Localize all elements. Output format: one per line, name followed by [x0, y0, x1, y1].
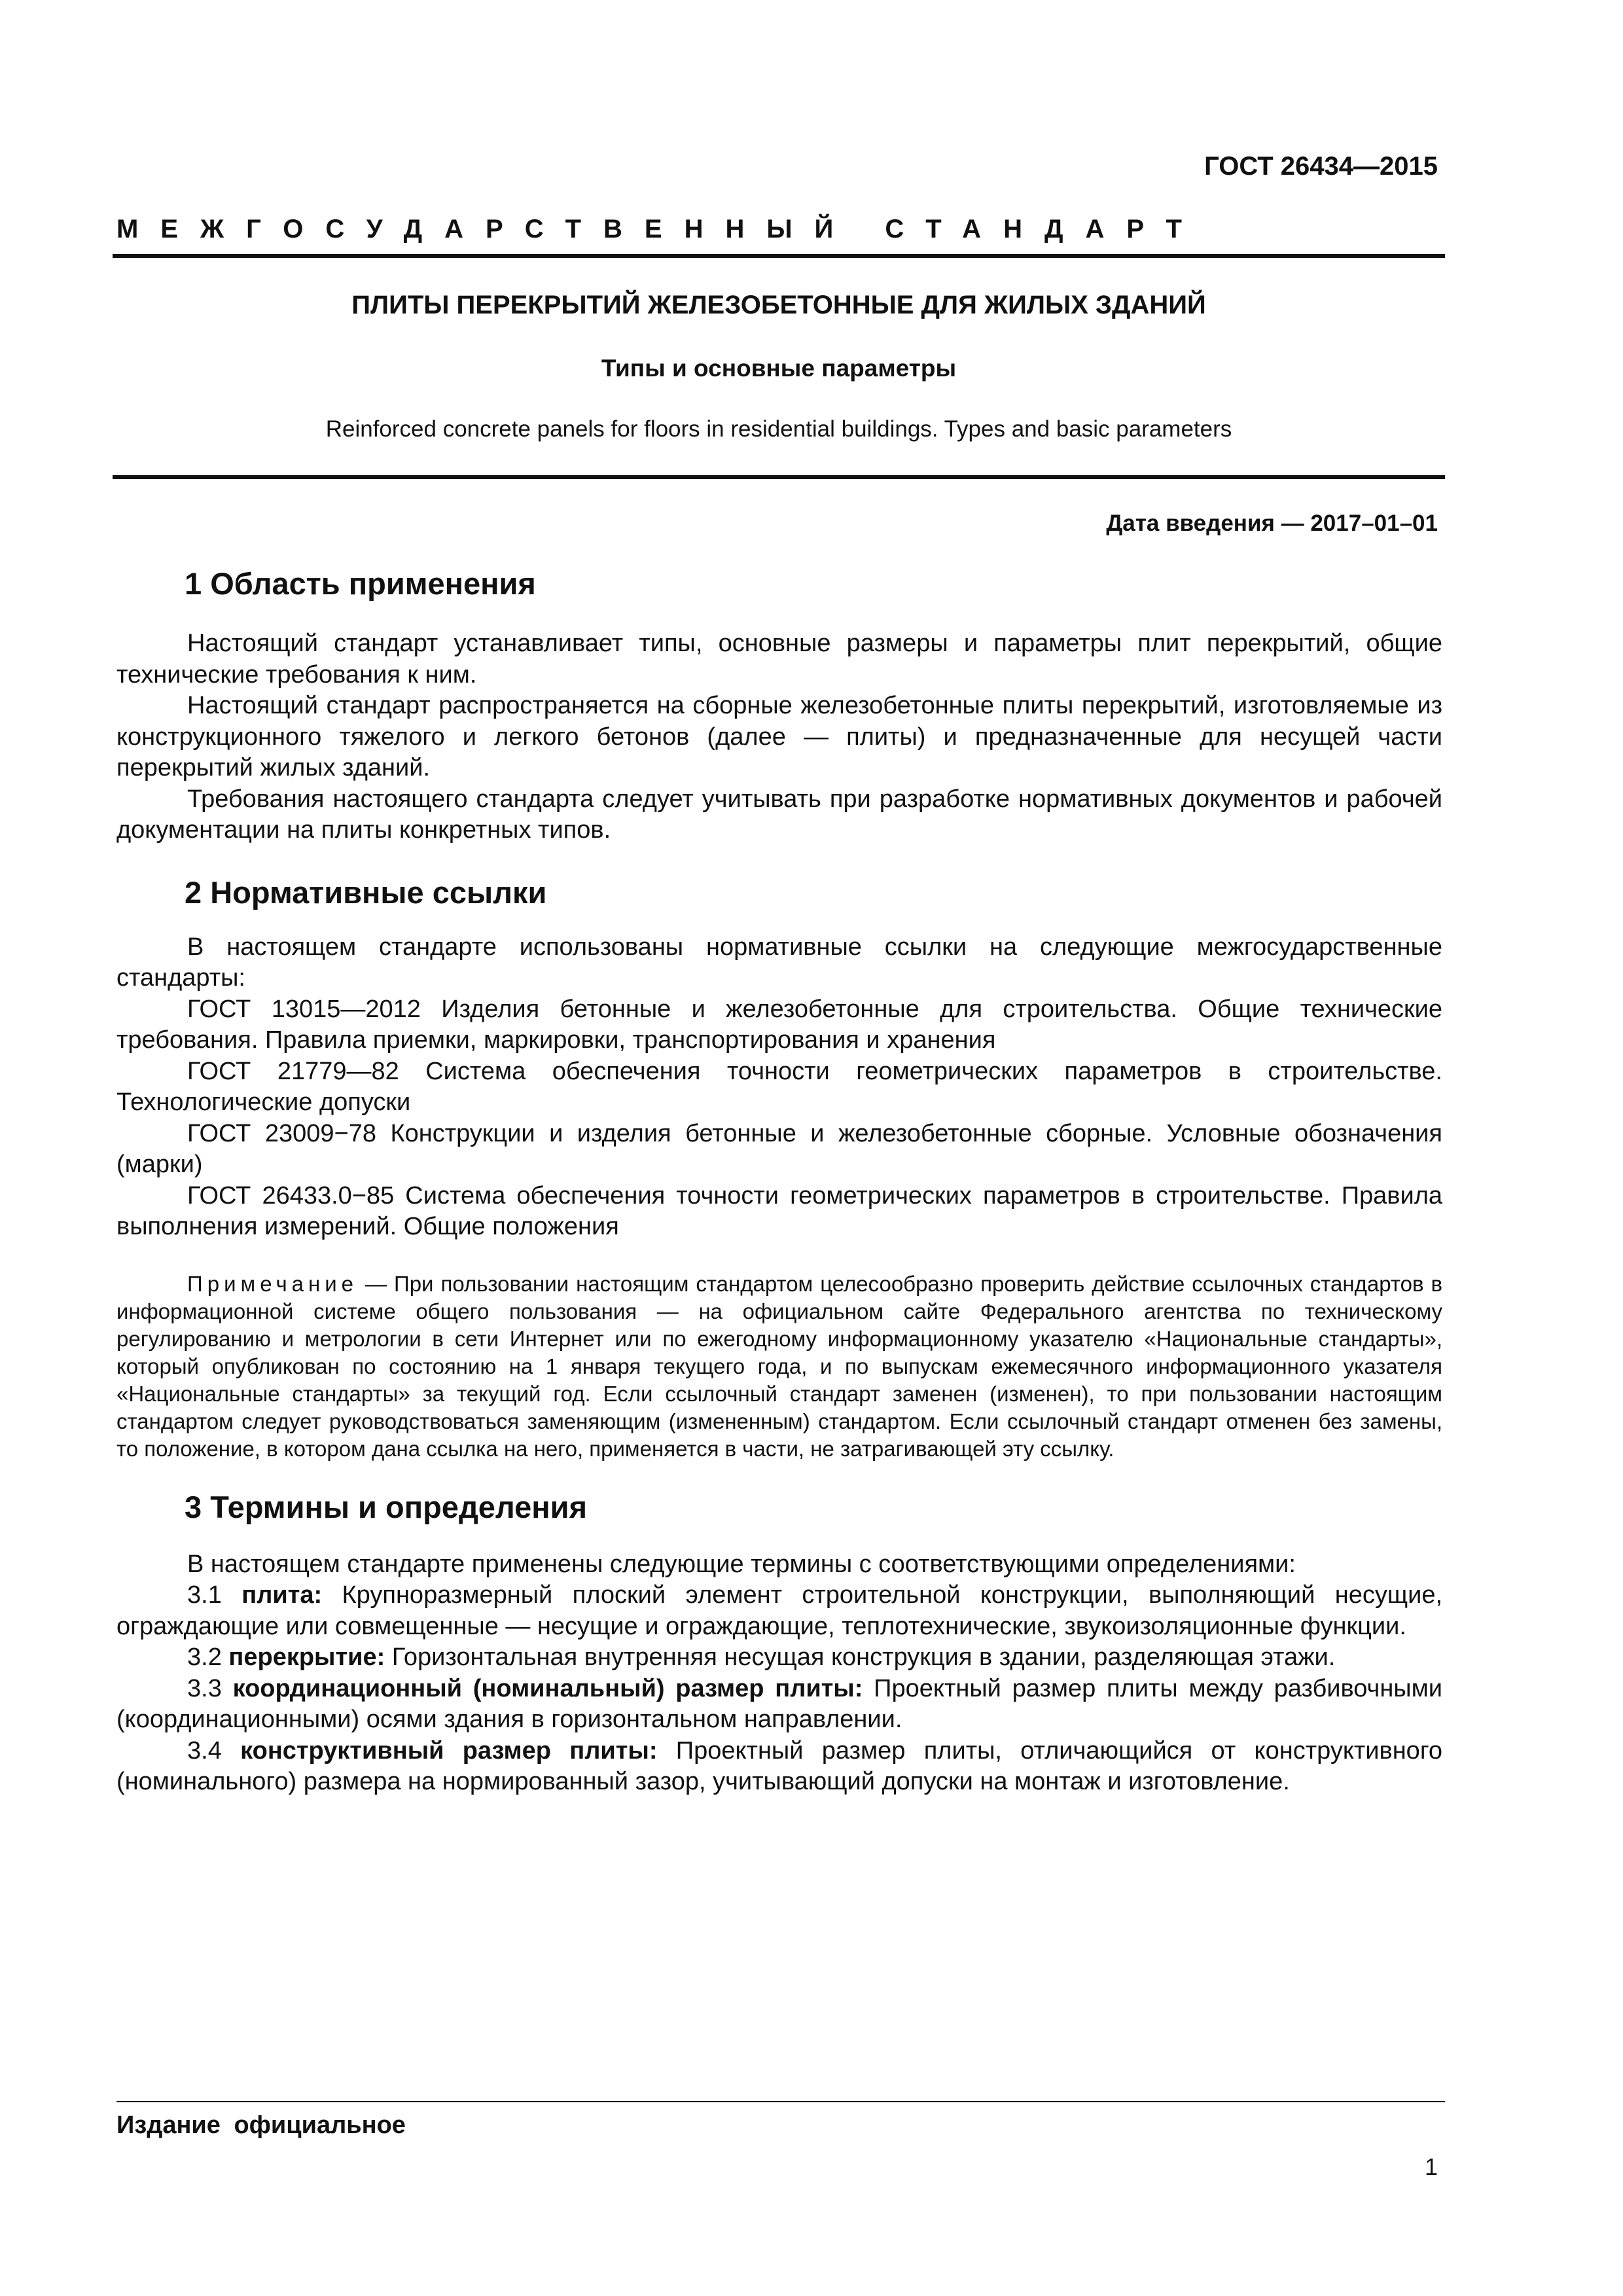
term-text: Горизонтальная внутренняя несущая конструкция в здании, разделяющая этажи.: [391, 1643, 1336, 1671]
term-text: Проектный размер плиты, отличающийся от конструктивного (номинального) размера на нормированный зазор, учитывающий допуски на монтаж и изготовление.: [116, 1736, 1442, 1795]
section-heading: 2 Нормативные ссылки: [185, 874, 547, 910]
term-number: 3.2: [187, 1643, 222, 1671]
paragraph: Настоящий стандарт устанавливает типы, основные размеры и параметры плит перекрытий, общие технические требования к ним.: [116, 630, 1442, 689]
term-name: координационный (номинальный) размер плиты:: [232, 1674, 863, 1702]
term-text: Проектный размер плиты между разбивочными (координационными) осями здания в горизонтальном направлении.: [116, 1674, 1442, 1733]
section-heading: 1 Область применения: [185, 566, 536, 601]
document-body: [116, 564, 1442, 1798]
paragraph: Требования настоящего стандарта следует учитывать при разработке нормативных документов и рабочей документации на плиты конкретных типов.: [116, 785, 1442, 844]
term-definition: [116, 1736, 1442, 1798]
edition-label: Издание официальное: [116, 2111, 406, 2139]
standard-banner: МЕЖГОСУДАРСТВЕННЫЙ СТАНДАРТ: [116, 215, 1204, 243]
term-definition: [116, 1580, 1442, 1642]
reference-item: ГОСТ 21779—82 Система обеспечения точности геометрических параметров в строительстве. Технологические допуски: [116, 1057, 1442, 1116]
term-name: конструктивный размер плиты:: [240, 1736, 658, 1765]
reference-item: ГОСТ 23009−78 Конструкции и изделия бетонные и железобетонные сборные. Условные обозначения (марки): [116, 1119, 1442, 1178]
paragraph: В настоящем стандарте использованы нормативные ссылки на следующие межгосударственные стандарты:: [116, 933, 1442, 992]
paragraph: Настоящий стандарт распространяется на сборные железобетонные плиты перекрытий, изготовляемые из конструкционного тяжелого и легкого бетонов (далее — плиты) и предназначенные для несущей части перекрытий жилых зданий.: [116, 692, 1442, 781]
note: [116, 1270, 1442, 1463]
banner-rule: [113, 254, 1445, 258]
term-name: перекрытие:: [228, 1643, 385, 1671]
term-definition: [116, 1674, 1442, 1736]
document-title: ПЛИТЫ ПЕРЕКРЫТИЙ ЖЕЛЕЗОБЕТОННЫЕ ДЛЯ ЖИЛЫХ ЗДАНИЙ: [351, 291, 1206, 319]
header-rule: [113, 475, 1445, 479]
note-label: Примечание: [187, 1271, 359, 1296]
term-text: Крупноразмерный плоский элемент строительной конструкции, выполняющий несущие, ограждающие или совмещенные — несущие и ограждающие, теплотехнические, звукоизоляционные функции.: [116, 1581, 1443, 1640]
document-subtitle: Типы и основные параметры: [601, 355, 957, 382]
term-number: 3.4: [187, 1736, 222, 1765]
reference-item: ГОСТ 26433.0−85 Система обеспечения точности геометрических параметров в строительстве. Правила выполнения измерений. Общие положения: [116, 1181, 1442, 1240]
english-title: Reinforced concrete panels for floors in residential buildings. Types and basic parameters: [325, 416, 1232, 442]
footer-rule: [116, 2101, 1445, 2102]
term-number: 3.1: [187, 1581, 222, 1609]
term-name: плита:: [241, 1581, 323, 1609]
section-heading: 3 Термины и определения: [185, 1489, 587, 1524]
standard-code: ГОСТ 26434—2015: [1204, 152, 1438, 181]
term-definition: [116, 1642, 1442, 1674]
note-text: — При пользовании настоящим стандартом целесообразно проверить действие ссылочных стандартов в информационной системе общего пользования — на официальном сайте Федерального агентства по техническому регулированию и метрологии в сети Интернет или по ежегодному информационному указателю «Национальные стандарты», который опубликован по состоянию на 1 января текущего года, и по выпускам ежемесячного информационного указателя «Национальные стандарты» за текущий год. Если ссылочный стандарт заменен (изменен), то при пользовании настоящим стандартом следует руководствоваться заменяющим (измененным) стандартом. Если ссылочный стандарт отменен без замены, то положение, в котором дана ссылка на него, применяется в части, не затрагивающей эту ссылку.: [116, 1271, 1442, 1461]
reference-item: ГОСТ 13015—2012 Изделия бетонные и железобетонные для строительства. Общие технические требования. Правила приемки, маркировки, транспортирования и хранения: [116, 995, 1442, 1054]
page-number: 1: [1424, 2153, 1438, 2180]
introduction-date: Дата введения — 2017–01–01: [1106, 511, 1438, 536]
paragraph: В настоящем стандарте применены следующие термины с соответствующими определениями:: [187, 1550, 1296, 1578]
term-number: 3.3: [187, 1674, 222, 1702]
